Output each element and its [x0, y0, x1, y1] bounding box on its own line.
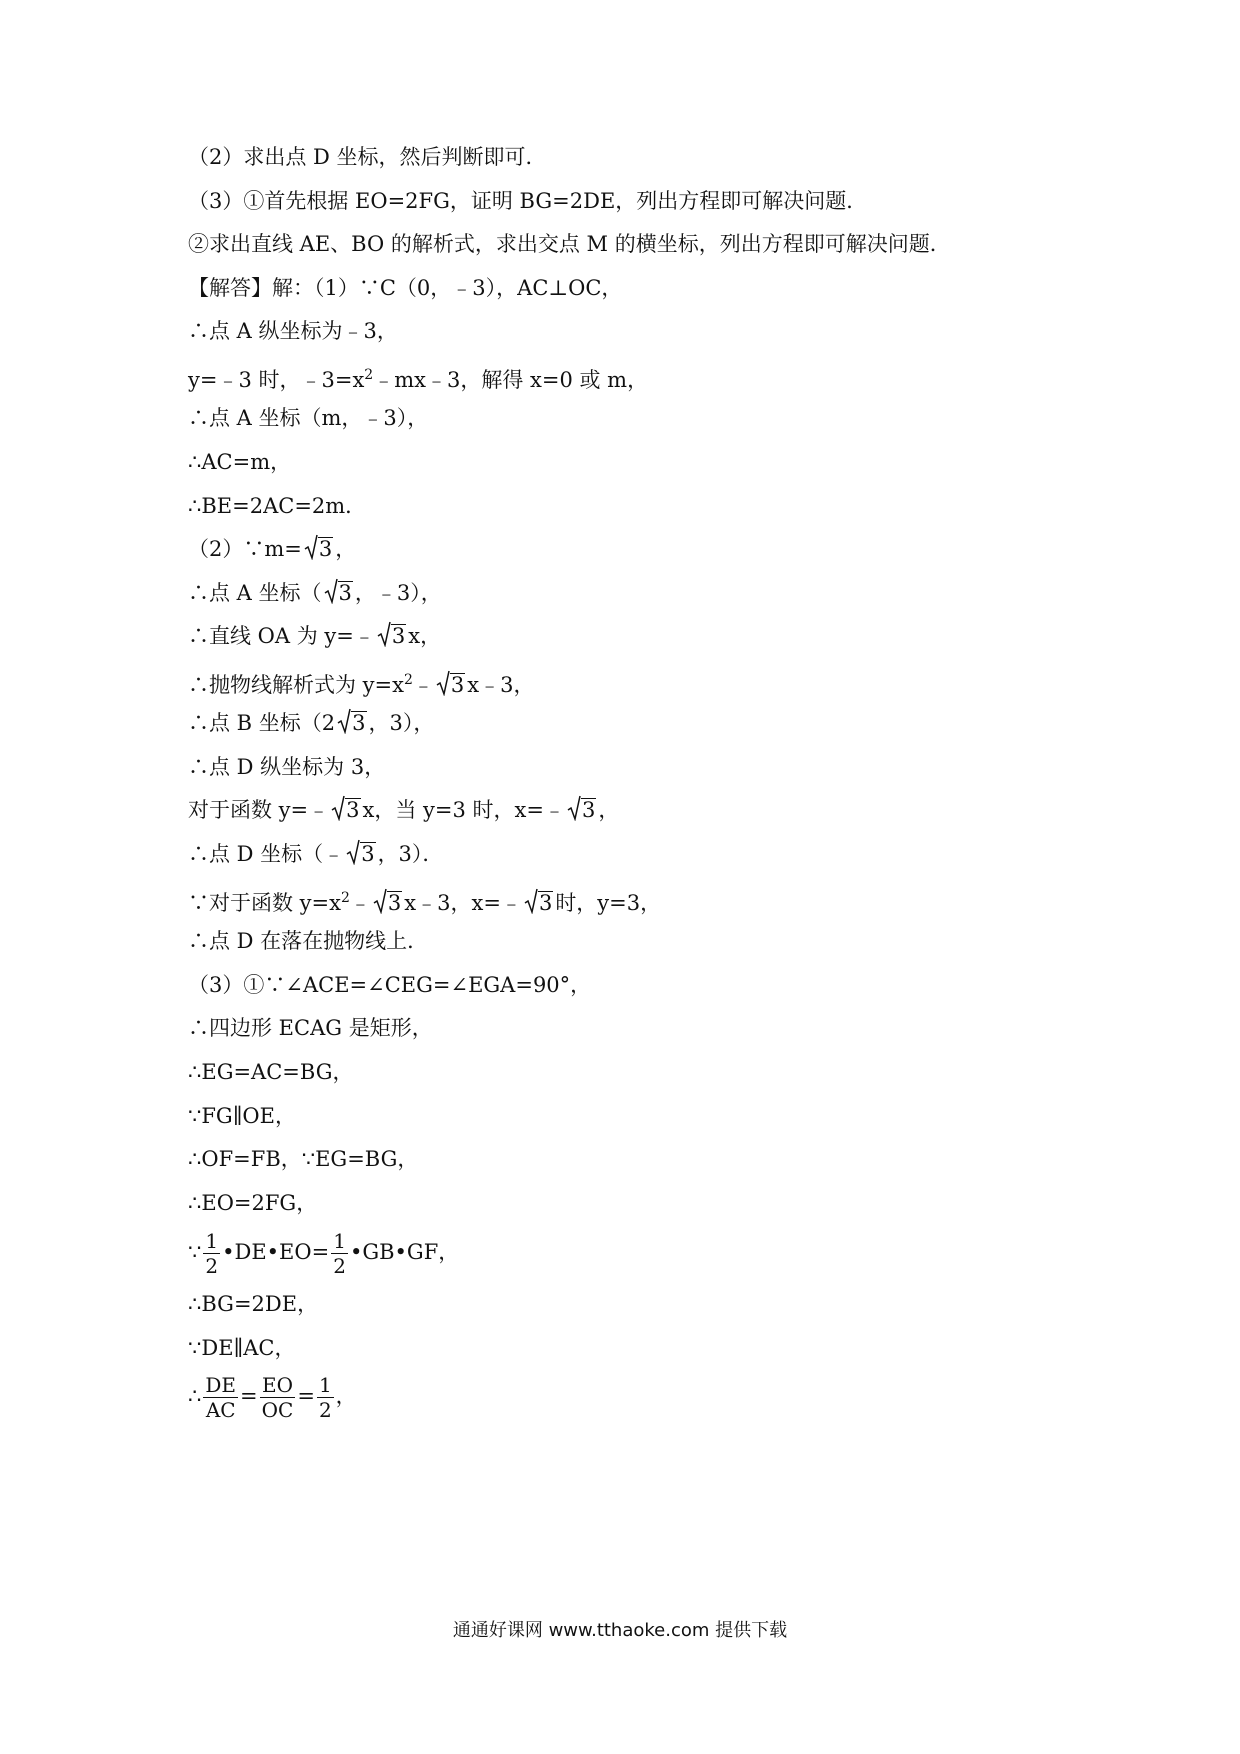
fraction: $\frac{1}{2}$ — [333, 1229, 346, 1278]
analysis-step-3-2: ②求出直线 AE、BO 的解析式，求出交点 M 的横坐标，列出方程即可解决问题． — [188, 232, 951, 256]
solution-line: 对于函数 y=﹣ 3 x，当 y=3 时，x=﹣ 3 ， — [188, 795, 619, 825]
solution-line: ∴BE=2AC=2m． — [188, 494, 367, 518]
solution-line: ∴AC=m， — [188, 450, 292, 474]
solution-line: ∴点 D 纵坐标为 3， — [188, 755, 386, 779]
analysis-step-2: （2）求出点 D 坐标，然后判断即可． — [188, 145, 547, 169]
solution-line-fraction: ∵ $\frac{1}{2}$ •DE•EO= $\frac{1}{2}$ •GB•GF， — [188, 1229, 460, 1278]
solution-line: ∴点 D 坐标（﹣ 3 ，3）． — [188, 839, 443, 869]
page-footer: 通通好课网 www.tthaoke.com 提供下载 — [452, 1620, 788, 1641]
solution-line: y=﹣3 时，$﹣3=x^2﹣mx﹣3$，解得 x=0 或 m， — [188, 367, 649, 392]
solution-line: ∴抛物线解析式为 $y=x^2﹣$ 3 x﹣3， — [188, 665, 535, 700]
solution-line: ∴OF=FB，∵EG=BG， — [188, 1147, 419, 1171]
fraction: $\frac{EO}{OC}$ — [261, 1373, 294, 1422]
fraction: $\frac{DE}{AC}$ — [205, 1373, 237, 1422]
solution-line: ∴点 D 在落在抛物线上． — [188, 929, 429, 953]
fraction: $\frac{1}{2}$ — [318, 1373, 332, 1422]
solution-line: ∴直线 OA 为 y=﹣ 3 x， — [188, 621, 441, 651]
solution-line: ∴点 A 坐标（ 3 ，﹣3）， — [188, 578, 442, 608]
sqrt-symbol: 3 — [377, 621, 406, 651]
solution-line: ∴点 A 纵坐标为﹣3， — [188, 319, 398, 343]
solution-line: ∴EO=2FG， — [188, 1191, 318, 1215]
sqrt-symbol: 3 — [373, 888, 402, 918]
solution-line: ∴点 B 坐标（2 3 ，3）， — [188, 708, 434, 738]
fraction: $\frac{1}{2}$ — [205, 1229, 219, 1278]
solution-line: ∴点 A 坐标（m，﹣3）， — [188, 406, 429, 430]
solution-line: ∵FG∥OE， — [188, 1104, 296, 1128]
sqrt-symbol: 3 — [567, 795, 596, 825]
sqrt-symbol: 3 — [524, 888, 553, 918]
solution-line: ∵对于函数 $y=x^2﹣$ 3 x﹣3，x=﹣ 3 时，y=3， — [188, 883, 661, 918]
solution-line-fraction: ∴ $\frac{DE}{AC}$ = $\frac{EO}{OC}$ = $\frac{1}{2}$ ， — [188, 1373, 357, 1422]
solution-line: ∵DE∥AC， — [188, 1336, 296, 1360]
sqrt-symbol: 3 — [436, 670, 465, 700]
sqrt-symbol: 3 — [331, 795, 360, 825]
sqrt-symbol: 3 — [346, 839, 375, 869]
solution-line: （2）∵m= 3 ， — [188, 534, 356, 564]
solution-line: ∴EG=AC=BG， — [188, 1060, 354, 1084]
sqrt-symbol: 3 — [324, 578, 353, 608]
sqrt-symbol: 3 — [337, 708, 366, 738]
solution-header: 【解答】解：（1）∵C（0，﹣3），AC⊥OC， — [188, 276, 623, 300]
solution-line: ∴四边形 ECAG 是矩形， — [188, 1016, 433, 1040]
solution-line: （3）①∵∠ACE=∠CEG=∠EGA=90°， — [188, 973, 592, 997]
sqrt-symbol: 3 — [304, 534, 333, 564]
solution-line: ∴BG=2DE， — [188, 1292, 319, 1316]
analysis-step-3-1: （3）①首先根据 EO=2FG，证明 BG=2DE，列出方程即可解决问题． — [188, 189, 868, 213]
